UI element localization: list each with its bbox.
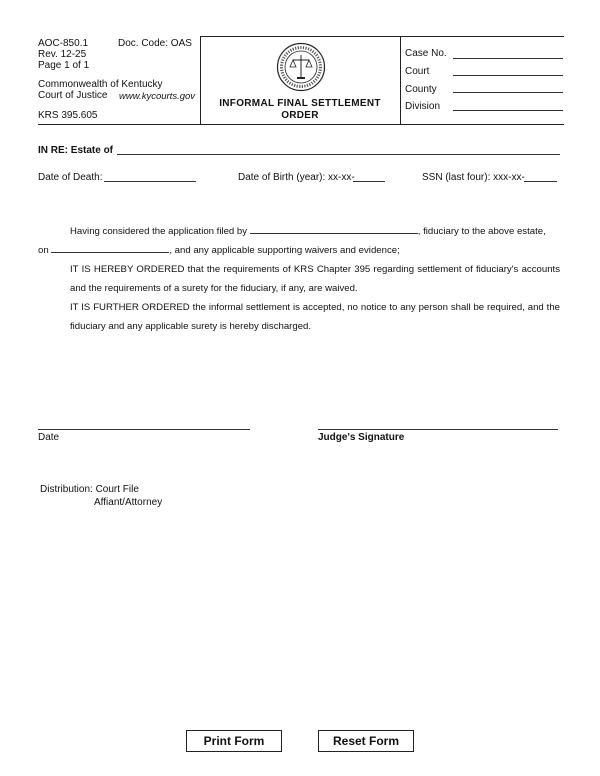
- paragraph-2: IT IS HEREBY ORDERED that the requirements of KRS Chapter 395 regarding settlement of fiduciary's accounts and the requirements of a surety for the fiduciary, if any, are waived.: [70, 264, 560, 294]
- p1-text-a: Having considered the application filed by: [70, 226, 248, 237]
- date-of-death-field[interactable]: [104, 181, 196, 182]
- header-bottom-border: [38, 124, 564, 125]
- header-top-border: [200, 36, 564, 37]
- county-label: County: [405, 84, 437, 95]
- distribution-affiant: Affiant/Attorney: [94, 497, 163, 508]
- case-no-field[interactable]: [453, 58, 563, 59]
- statute-reference: KRS 395.605: [38, 110, 98, 121]
- paragraph-1-continued: [38, 241, 560, 260]
- court-of-justice-label: Court of Justice: [38, 90, 108, 101]
- page-number: Page 1 of 1: [38, 60, 90, 71]
- applicant-name-field[interactable]: [250, 223, 418, 234]
- doc-code: Doc. Code: OAS: [118, 38, 192, 49]
- date-of-birth-label: Date of Birth (year): xx-xx-: [238, 172, 355, 183]
- header-divider-right: [400, 36, 401, 124]
- date-of-death-label: Date of Death:: [38, 172, 103, 183]
- judge-signature-label: Judge's Signature: [318, 432, 405, 443]
- form-number: AOC-850.1: [38, 38, 89, 49]
- p1-text-b: , fiduciary to the above estate,: [417, 226, 546, 237]
- reset-form-button[interactable]: Reset Form: [318, 730, 414, 752]
- court-field[interactable]: [453, 75, 563, 76]
- paragraph-1: [38, 222, 560, 241]
- p1-text-d: , and any applicable supporting waivers and evidence;: [169, 245, 400, 256]
- date-label: Date: [38, 432, 60, 443]
- distribution-label: Distribution: Court File: [40, 484, 139, 495]
- ssn-field[interactable]: [524, 181, 557, 182]
- print-form-button[interactable]: Print Form: [186, 730, 282, 752]
- form-title-line2: ORDER: [281, 110, 319, 121]
- kentucky-court-seal-icon: [276, 42, 326, 92]
- form-title-line1: INFORMAL FINAL SETTLEMENT: [219, 98, 381, 109]
- case-no-label: Case No.: [405, 48, 447, 59]
- revision: Rev. 12-25: [38, 49, 87, 60]
- date-signature-line[interactable]: [38, 429, 250, 430]
- estate-name-field[interactable]: [117, 154, 560, 155]
- in-re-estate-label: IN RE: Estate of: [38, 145, 114, 156]
- ssn-label: SSN (last four): xxx-xx-: [422, 172, 525, 183]
- order-body: [38, 222, 560, 336]
- court-label: Court: [405, 66, 430, 77]
- county-field[interactable]: [453, 92, 563, 93]
- division-field[interactable]: [453, 110, 563, 111]
- commonwealth-label: Commonwealth of Kentucky: [38, 79, 163, 90]
- p1-text-c: on: [38, 245, 49, 256]
- judge-signature-line[interactable]: [318, 429, 558, 430]
- division-label: Division: [405, 101, 441, 112]
- application-date-field[interactable]: [51, 242, 169, 253]
- paragraph-3: IT IS FURTHER ORDERED the informal settlement is accepted, no notice to any person shall be required, and the fiduciary and any applicable surety is hereby discharged.: [70, 302, 560, 332]
- website-link[interactable]: www.kycourts.gov: [119, 91, 196, 102]
- date-of-birth-field[interactable]: [353, 181, 385, 182]
